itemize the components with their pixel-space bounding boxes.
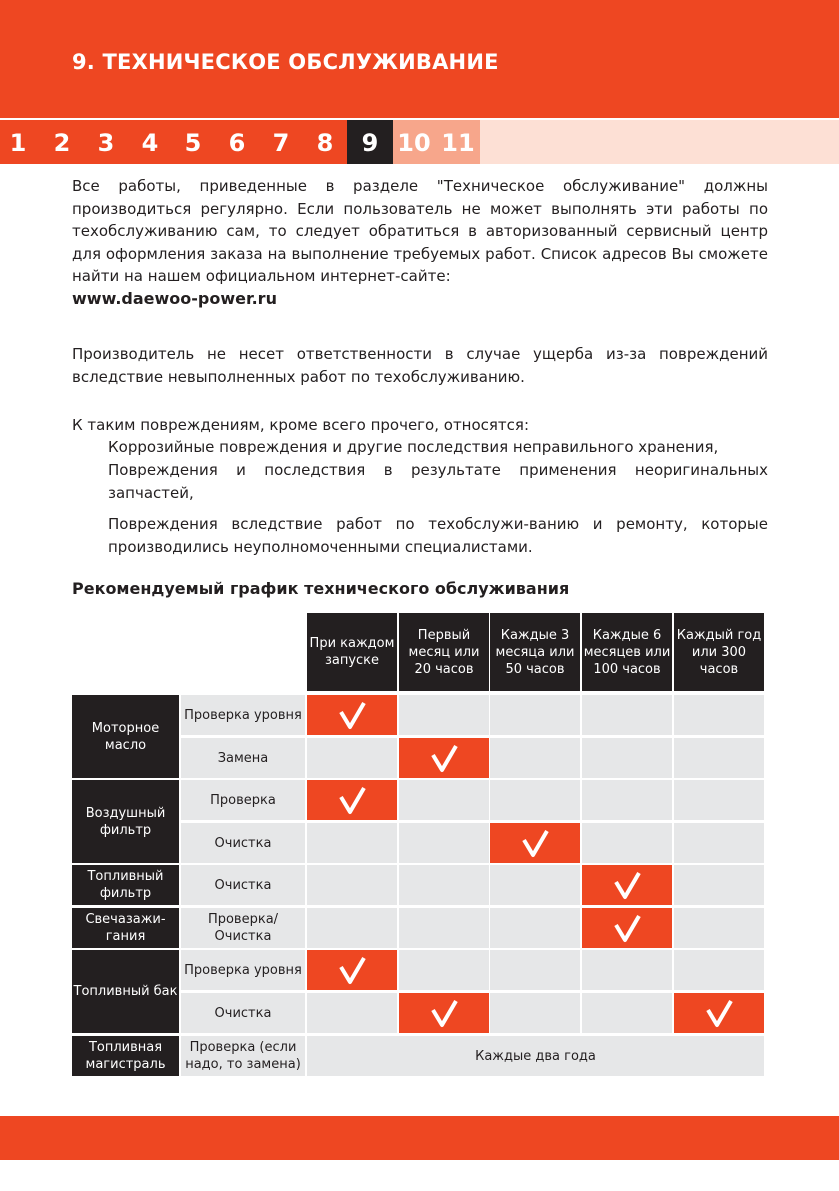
liability-paragraph: Производитель не несет ответственности в случае ущерба из-за повреждений вследствие невыполненных работ по техобслуживанию.: [72, 345, 768, 386]
intro-text: Все работы, приведенные в разделе "Техническое обслуживание" должны производиться регулярно. Если пользователь не может выполнять эти работы по техобслуживанию сам, то следует обратиться в авторизованный сервисный центр для оформления заказа на выполнение требуемых работ. Список адресов Вы сможете найти на нашем официальном интернет-сайте:: [72, 177, 768, 285]
empty-cell: [490, 950, 580, 990]
empty-cell: [307, 738, 397, 778]
check-cell: [307, 695, 397, 735]
empty-cell: [674, 865, 764, 905]
empty-cell: [399, 908, 489, 948]
checkmark-icon: [520, 828, 550, 858]
check-cell: [582, 865, 672, 905]
empty-cell: [674, 823, 764, 863]
section-nav-item-4[interactable]: 4: [141, 129, 159, 157]
component-label: Моторное масло: [72, 695, 179, 778]
check-cell: [307, 780, 397, 820]
column-header: Каждые 3 месяца или 50 часов: [490, 613, 580, 691]
checkmark-icon: [337, 785, 367, 815]
column-header: Каждый год или 300 часов: [674, 613, 764, 691]
task-label: Проверка уровня: [181, 950, 305, 990]
task-label: Очистка: [181, 823, 305, 863]
empty-cell: [490, 908, 580, 948]
empty-cell: [674, 908, 764, 948]
damages-intro: К таким повреждениям, кроме всего прочего, относятся:: [72, 416, 529, 434]
component-label: Свечазажи-гания: [72, 908, 179, 948]
empty-cell: [582, 780, 672, 820]
checkmark-icon: [612, 913, 642, 943]
column-header: Каждые 6 месяцев или 100 часов: [582, 613, 672, 691]
section-nav-item-8[interactable]: 8: [316, 129, 334, 157]
checkmark-icon: [429, 998, 459, 1028]
empty-cell: [399, 823, 489, 863]
damages-item-3: Повреждения вследствие работ по техобслужи-ванию и ремонту, которые производились неуполномоченными специалистами.: [108, 515, 768, 556]
schedule-title: Рекомендуемый график технического обслуживания: [72, 579, 570, 598]
task-label: Замена: [181, 738, 305, 778]
column-header: Первый месяц или 20 часов: [399, 613, 489, 691]
empty-cell: [582, 823, 672, 863]
empty-cell: [582, 950, 672, 990]
website-link[interactable]: www.daewoo-power.ru: [72, 288, 277, 308]
empty-cell: [399, 780, 489, 820]
section-nav-item-1[interactable]: 1: [9, 129, 27, 157]
empty-cell: [399, 950, 489, 990]
section-nav-item-9[interactable]: 9: [361, 129, 379, 157]
empty-cell: [307, 993, 397, 1033]
check-cell: [307, 950, 397, 990]
component-label: Топливный бак: [72, 950, 179, 1033]
checkmark-icon: [337, 955, 367, 985]
checkmark-icon: [337, 700, 367, 730]
page-title: 9. ТЕХНИЧЕСКОЕ ОБСЛУЖИВАНИЕ: [72, 50, 499, 74]
empty-cell: [490, 993, 580, 1033]
component-label: Топливная магистраль: [72, 1036, 179, 1076]
empty-cell: [307, 823, 397, 863]
component-label: Воздушный фильтр: [72, 780, 179, 863]
empty-cell: [582, 993, 672, 1033]
section-nav-item-5[interactable]: 5: [184, 129, 202, 157]
section-nav-item-2[interactable]: 2: [53, 129, 71, 157]
empty-cell: [674, 695, 764, 735]
empty-cell: [674, 780, 764, 820]
task-label: Проверка/ Очистка: [181, 908, 305, 948]
section-nav-item-7[interactable]: 7: [272, 129, 290, 157]
check-cell: [490, 823, 580, 863]
task-label: Очистка: [181, 865, 305, 905]
component-label: Топливный фильтр: [72, 865, 179, 905]
task-label: Проверка (если надо, то замена): [181, 1036, 305, 1076]
span-cell: Каждые два года: [307, 1036, 764, 1076]
check-cell: [674, 993, 764, 1033]
check-cell: [582, 908, 672, 948]
damages-item-2: Повреждения и последствия в результате применения неоригинальных запчастей,: [108, 461, 768, 502]
task-label: Проверка уровня: [181, 695, 305, 735]
empty-cell: [307, 865, 397, 905]
check-cell: [399, 993, 489, 1033]
section-nav-item-11[interactable]: 11: [441, 129, 475, 157]
section-nav-item-6[interactable]: 6: [228, 129, 246, 157]
checkmark-icon: [704, 998, 734, 1028]
empty-cell: [490, 695, 580, 735]
empty-cell: [490, 780, 580, 820]
task-label: Очистка: [181, 993, 305, 1033]
empty-cell: [490, 738, 580, 778]
check-cell: [399, 738, 489, 778]
checkmark-icon: [612, 870, 642, 900]
empty-cell: [674, 950, 764, 990]
empty-cell: [582, 738, 672, 778]
empty-cell: [490, 865, 580, 905]
empty-cell: [307, 908, 397, 948]
empty-cell: [399, 695, 489, 735]
empty-cell: [582, 695, 672, 735]
intro-paragraph: [72, 175, 768, 310]
task-label: Проверка: [181, 780, 305, 820]
section-nav-item-10[interactable]: 10: [397, 129, 431, 157]
empty-cell: [674, 738, 764, 778]
empty-cell: [399, 865, 489, 905]
column-header: При каждом запуске: [307, 613, 397, 691]
damages-item-1: Коррозийные повреждения и другие последствия неправильного хранения,: [108, 438, 719, 456]
footer-band: [0, 1116, 839, 1160]
section-nav-item-3[interactable]: 3: [97, 129, 115, 157]
checkmark-icon: [429, 743, 459, 773]
